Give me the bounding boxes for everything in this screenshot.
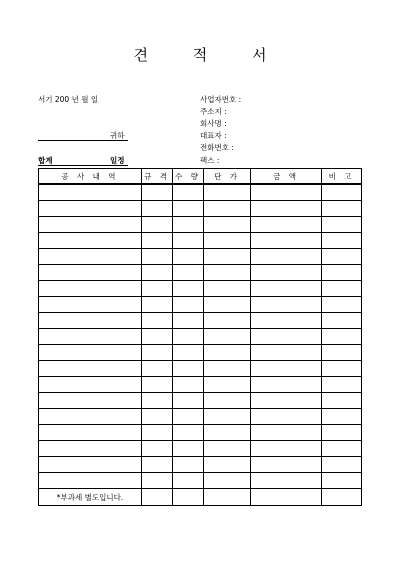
table-row	[39, 217, 362, 233]
cell-remarks[interactable]	[322, 297, 362, 313]
total-unit: 일정	[110, 156, 125, 165]
cell-unit-price[interactable]	[204, 377, 251, 393]
cell-unit-price[interactable]	[204, 457, 251, 473]
table-row	[39, 361, 362, 377]
vat-note: *부과세 별도입니다.	[39, 489, 142, 506]
header-amount: 금 액	[251, 169, 322, 185]
cell-unit-price[interactable]	[204, 489, 251, 506]
table-header-row	[39, 169, 362, 185]
table-row	[39, 425, 362, 441]
cell-remarks[interactable]	[322, 457, 362, 473]
table-body	[39, 184, 362, 506]
cell-unit-price[interactable]	[204, 313, 251, 329]
cell-amount[interactable]	[251, 489, 322, 506]
cell-quantity[interactable]	[173, 201, 204, 217]
cell-amount[interactable]	[251, 377, 322, 393]
cell-quantity[interactable]	[173, 233, 204, 249]
cell-quantity[interactable]	[173, 345, 204, 361]
cell-amount[interactable]	[251, 217, 322, 233]
cell-work[interactable]	[39, 393, 142, 409]
cell-work[interactable]	[39, 201, 142, 217]
cell-amount[interactable]	[251, 441, 322, 457]
table-row	[39, 457, 362, 473]
cell-amount[interactable]	[251, 329, 322, 345]
supplier-phone-label: 전화번호 :	[200, 143, 234, 152]
cell-spec[interactable]	[142, 249, 173, 265]
table-row	[39, 329, 362, 345]
cell-amount[interactable]	[251, 345, 322, 361]
cell-spec[interactable]	[142, 457, 173, 473]
cell-unit-price[interactable]	[204, 361, 251, 377]
cell-remarks[interactable]	[322, 184, 362, 201]
cell-work[interactable]	[39, 377, 142, 393]
document-title: 견 적 서	[133, 46, 287, 64]
table-row	[39, 184, 362, 201]
cell-unit-price[interactable]	[204, 184, 251, 201]
header-quantity: 수 량	[173, 169, 204, 185]
table-row	[39, 441, 362, 457]
cell-remarks[interactable]	[322, 441, 362, 457]
cell-work[interactable]	[39, 313, 142, 329]
cell-amount[interactable]	[251, 249, 322, 265]
cell-work[interactable]	[39, 217, 142, 233]
cell-spec[interactable]	[142, 184, 173, 201]
cell-work[interactable]	[39, 457, 142, 473]
cell-spec[interactable]	[142, 297, 173, 313]
cell-remarks[interactable]	[322, 249, 362, 265]
total-label: 합계	[38, 156, 53, 165]
cell-spec[interactable]	[142, 281, 173, 297]
cell-remarks[interactable]	[322, 313, 362, 329]
supplier-fax-label: 팩스 :	[200, 156, 220, 165]
table-row	[39, 201, 362, 217]
cell-work[interactable]	[39, 233, 142, 249]
table-row	[39, 281, 362, 297]
cell-quantity[interactable]	[173, 184, 204, 201]
cell-amount[interactable]	[251, 473, 322, 489]
cell-work[interactable]	[39, 281, 142, 297]
cell-spec[interactable]	[142, 425, 173, 441]
header-remarks: 비 고	[322, 169, 362, 185]
cell-quantity[interactable]	[173, 473, 204, 489]
cell-spec[interactable]	[142, 441, 173, 457]
cell-unit-price[interactable]	[204, 329, 251, 345]
cell-quantity[interactable]	[173, 361, 204, 377]
cell-remarks[interactable]	[322, 409, 362, 425]
cell-unit-price[interactable]	[204, 425, 251, 441]
cell-remarks[interactable]	[322, 361, 362, 377]
table-row	[39, 473, 362, 489]
cell-remarks[interactable]	[322, 201, 362, 217]
cell-work[interactable]	[39, 297, 142, 313]
table-row	[39, 345, 362, 361]
cell-amount[interactable]	[251, 201, 322, 217]
cell-remarks[interactable]	[322, 489, 362, 506]
cell-remarks[interactable]	[322, 377, 362, 393]
cell-remarks[interactable]	[322, 393, 362, 409]
cell-work[interactable]	[39, 345, 142, 361]
cell-quantity[interactable]	[173, 409, 204, 425]
cell-unit-price[interactable]	[204, 409, 251, 425]
cell-spec[interactable]	[142, 361, 173, 377]
cell-amount[interactable]	[251, 313, 322, 329]
cell-quantity[interactable]	[173, 489, 204, 506]
cell-remarks[interactable]	[322, 217, 362, 233]
cell-spec[interactable]	[142, 473, 173, 489]
cell-unit-price[interactable]	[204, 249, 251, 265]
cell-work[interactable]	[39, 265, 142, 281]
total-underline	[38, 165, 128, 166]
cell-spec[interactable]	[142, 217, 173, 233]
table-row	[39, 313, 362, 329]
table-row	[39, 377, 362, 393]
cell-spec[interactable]	[142, 489, 173, 506]
table-row	[39, 233, 362, 249]
cell-unit-price[interactable]	[204, 265, 251, 281]
header-unit-price: 단 가	[204, 169, 251, 185]
table-row	[39, 393, 362, 409]
cell-quantity[interactable]	[173, 441, 204, 457]
cell-quantity[interactable]	[173, 377, 204, 393]
table-footer-row	[39, 489, 362, 506]
cell-unit-price[interactable]	[204, 441, 251, 457]
cell-unit-price[interactable]	[204, 233, 251, 249]
cell-quantity[interactable]	[173, 393, 204, 409]
header-spec: 규 격	[142, 169, 173, 185]
cell-remarks[interactable]	[322, 233, 362, 249]
cell-spec[interactable]	[142, 201, 173, 217]
cell-quantity[interactable]	[173, 313, 204, 329]
cell-unit-price[interactable]	[204, 201, 251, 217]
table-row	[39, 297, 362, 313]
cell-spec[interactable]	[142, 377, 173, 393]
supplier-company-label: 회사명 :	[200, 119, 227, 128]
cell-work[interactable]	[39, 409, 142, 425]
cell-quantity[interactable]	[173, 457, 204, 473]
recipient-suffix: 귀하	[110, 131, 125, 140]
cell-spec[interactable]	[142, 329, 173, 345]
cell-quantity[interactable]	[173, 217, 204, 233]
supplier-address-label: 주소지 :	[200, 107, 227, 116]
cell-amount[interactable]	[251, 361, 322, 377]
table-row	[39, 249, 362, 265]
cell-amount[interactable]	[251, 409, 322, 425]
date-line: 서기 200 년 월 일	[38, 95, 99, 104]
cell-work[interactable]	[39, 329, 142, 345]
cell-amount[interactable]	[251, 281, 322, 297]
supplier-representative-label: 대표자 :	[200, 131, 227, 140]
cell-quantity[interactable]	[173, 297, 204, 313]
cell-remarks[interactable]	[322, 281, 362, 297]
cell-spec[interactable]	[142, 409, 173, 425]
cell-remarks[interactable]	[322, 425, 362, 441]
cell-amount[interactable]	[251, 233, 322, 249]
cell-unit-price[interactable]	[204, 217, 251, 233]
cell-amount[interactable]	[251, 265, 322, 281]
cell-unit-price[interactable]	[204, 345, 251, 361]
estimate-table	[38, 168, 362, 506]
cell-quantity[interactable]	[173, 425, 204, 441]
cell-amount[interactable]	[251, 393, 322, 409]
cell-spec[interactable]	[142, 313, 173, 329]
cell-amount[interactable]	[251, 457, 322, 473]
cell-spec[interactable]	[142, 393, 173, 409]
cell-quantity[interactable]	[173, 329, 204, 345]
cell-remarks[interactable]	[322, 345, 362, 361]
cell-work[interactable]	[39, 441, 142, 457]
cell-remarks[interactable]	[322, 265, 362, 281]
cell-unit-price[interactable]	[204, 297, 251, 313]
supplier-business-number-label: 사업자번호 :	[200, 95, 242, 104]
cell-work[interactable]	[39, 425, 142, 441]
table-row	[39, 265, 362, 281]
cell-remarks[interactable]	[322, 329, 362, 345]
cell-work[interactable]	[39, 249, 142, 265]
cell-spec[interactable]	[142, 265, 173, 281]
cell-remarks[interactable]	[322, 473, 362, 489]
cell-quantity[interactable]	[173, 281, 204, 297]
cell-work[interactable]	[39, 361, 142, 377]
table-row	[39, 409, 362, 425]
cell-unit-price[interactable]	[204, 393, 251, 409]
cell-work[interactable]	[39, 473, 142, 489]
recipient-underline	[38, 140, 128, 141]
cell-spec[interactable]	[142, 345, 173, 361]
cell-unit-price[interactable]	[204, 281, 251, 297]
cell-amount[interactable]	[251, 184, 322, 201]
cell-amount[interactable]	[251, 297, 322, 313]
cell-spec[interactable]	[142, 233, 173, 249]
cell-quantity[interactable]	[173, 265, 204, 281]
cell-unit-price[interactable]	[204, 473, 251, 489]
cell-amount[interactable]	[251, 425, 322, 441]
header-work-description: 공 사 내 역	[39, 169, 142, 185]
cell-work[interactable]	[39, 184, 142, 201]
cell-quantity[interactable]	[173, 249, 204, 265]
